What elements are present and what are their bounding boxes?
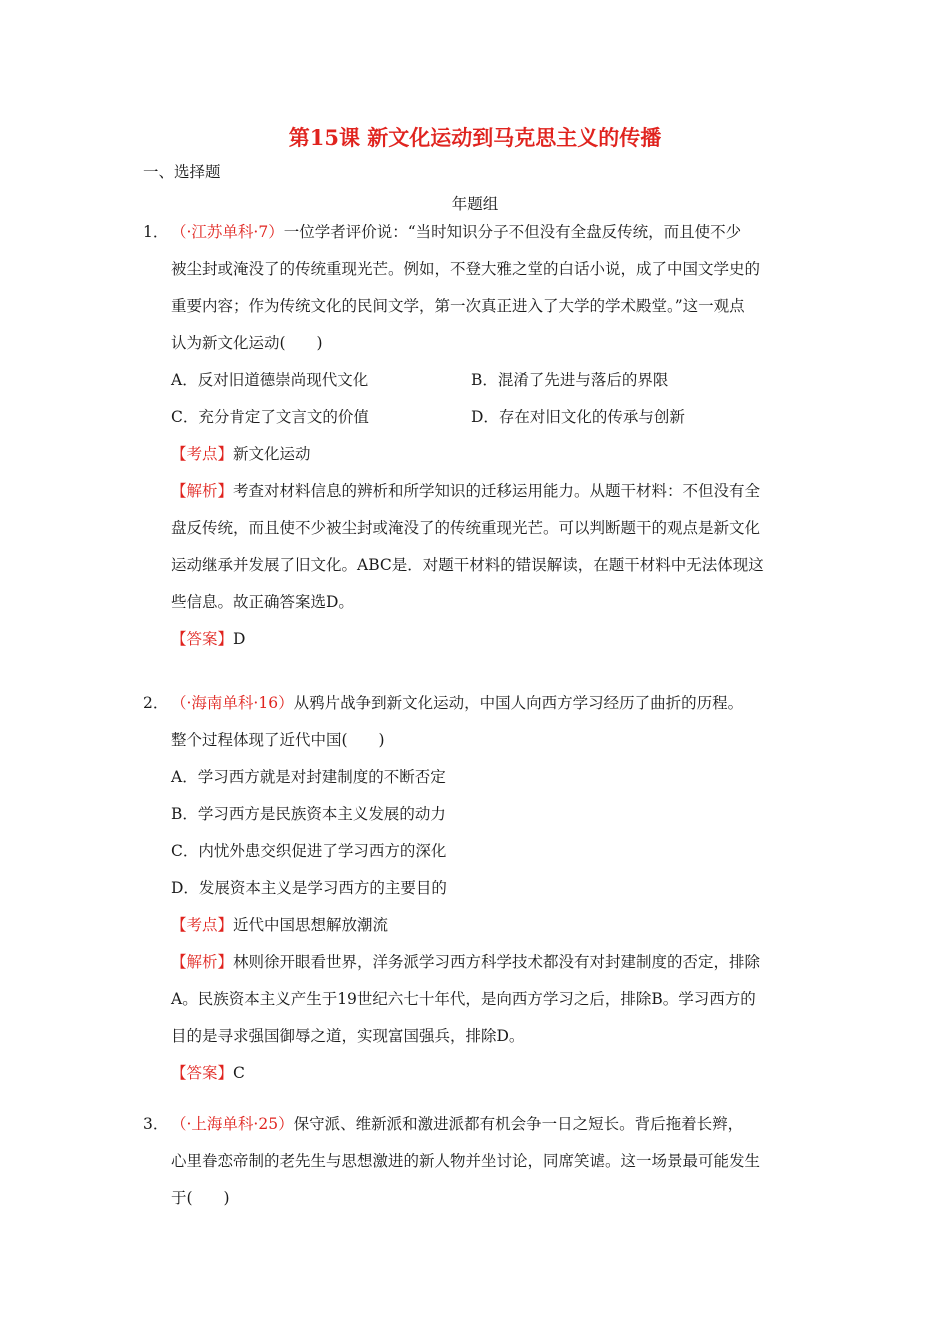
- question-3: [143, 1106, 813, 1217]
- option-b: B．学习西方是民族资本主义发展的动力: [171, 805, 446, 823]
- option-b: B．混淆了先进与落后的界限: [471, 371, 669, 389]
- options-row: [143, 399, 813, 436]
- kaodian-line: [143, 907, 813, 944]
- jiexi-text: 考查对材料信息的辨析和所学知识的迁移运用能力。从题干材料：不但没有全: [233, 482, 761, 500]
- question-stem-line: 一位学者评价说：“当时知识分子不但没有全盘反传统，而且使不少: [283, 223, 742, 241]
- question-number: 3．: [143, 1115, 169, 1133]
- question-stem-line: 被尘封或淹没了的传统重现光芒。例如，不登大雅之堂的白话小说，成了中国文学史的: [171, 260, 761, 278]
- question-source: （·海南单科·16）: [171, 694, 294, 712]
- daan-line: [143, 621, 813, 658]
- jiexi-line: [143, 944, 813, 981]
- question-number: 2．: [143, 694, 169, 712]
- question-number: 1．: [143, 223, 169, 241]
- question-2-first-line: [143, 685, 813, 722]
- option-d: D．存在对旧文化的传承与创新: [471, 408, 685, 426]
- daan-label: 【答案】: [171, 1064, 234, 1082]
- jiexi-label: 【解析】: [171, 953, 234, 971]
- question-2: [143, 685, 813, 1092]
- jiexi-text: 目的是寻求强国御辱之道，实现富国强兵，排除D。: [171, 1027, 525, 1045]
- question-stem-line: 于( ): [171, 1189, 230, 1207]
- option-a: A．反对旧道德崇尚现代文化: [171, 371, 369, 389]
- jiexi-text: 盘反传统，而且使不少被尘封或淹没了的传统重现光芒。可以判断题干的观点是新文化: [171, 519, 761, 537]
- question-source: （·江苏单科·7）: [171, 223, 284, 241]
- options-row: [143, 362, 813, 399]
- jiexi-label: 【解析】: [171, 482, 234, 500]
- option-c: C．内忧外患交织促进了学习西方的深化: [171, 842, 447, 860]
- question-stem-line: 整个过程体现了近代中国( ): [171, 731, 385, 749]
- kaodian-text: 新文化运动: [233, 445, 311, 463]
- kaodian-label: 【考点】: [171, 445, 234, 463]
- option-d: D．发展资本主义是学习西方的主要目的: [171, 879, 447, 897]
- jiexi-text: 些信息。故正确答案选D。: [171, 593, 354, 611]
- daan-line: [143, 1055, 813, 1092]
- kaodian-line: [143, 436, 813, 473]
- kaodian-text: 近代中国思想解放潮流: [233, 916, 389, 934]
- jiexi-text: A。民族资本主义产生于19世纪六七十年代，是向西方学习之后，排除B。学习西方的: [171, 990, 756, 1008]
- jiexi-text: 运动继承并发展了旧文化。ABC是．对题干材料的错误解读，在题干材料中无法体现这: [171, 556, 764, 574]
- page-title: 第15课 新文化运动到马克思主义的传播: [288, 125, 662, 150]
- option-a: A．学习西方就是对封建制度的不断否定: [171, 768, 446, 786]
- question-stem-line: 重要内容；作为传统文化的民间文学，第一次真正进入了大学的学术殿堂。”这一观点: [171, 297, 745, 315]
- question-1-first-line: [143, 214, 813, 251]
- kaodian-label: 【考点】: [171, 916, 234, 934]
- question-stem-line: 从鸦片战争到新文化运动，中国人向西方学习经历了曲折的历程。: [293, 694, 744, 712]
- question-stem-line: 认为新文化运动( ): [171, 334, 323, 352]
- question-3-first-line: [143, 1106, 813, 1143]
- question-source: （·上海单科·25）: [171, 1115, 294, 1133]
- jiexi-line: [143, 473, 813, 510]
- jiexi-text: 林则徐开眼看世界，洋务派学习西方科学技术都没有对封建制度的否定，排除: [233, 953, 761, 971]
- question-1: [143, 214, 813, 658]
- daan-label: 【答案】: [171, 630, 234, 648]
- daan-text: C: [233, 1064, 245, 1082]
- section-heading: 一、选择题: [143, 163, 221, 181]
- question-stem-line: 保守派、维新派和激进派都有机会争一日之短长。背后拖着长辫，: [293, 1115, 744, 1133]
- group-heading: 年题组: [451, 195, 499, 213]
- daan-text: D: [233, 630, 246, 648]
- question-stem-line: 心里眷恋帝制的老先生与思想激进的新人物并坐讨论，同席笑谑。这一场景最可能发生: [171, 1152, 761, 1170]
- option-c: C．充分肯定了文言文的价值: [171, 408, 369, 426]
